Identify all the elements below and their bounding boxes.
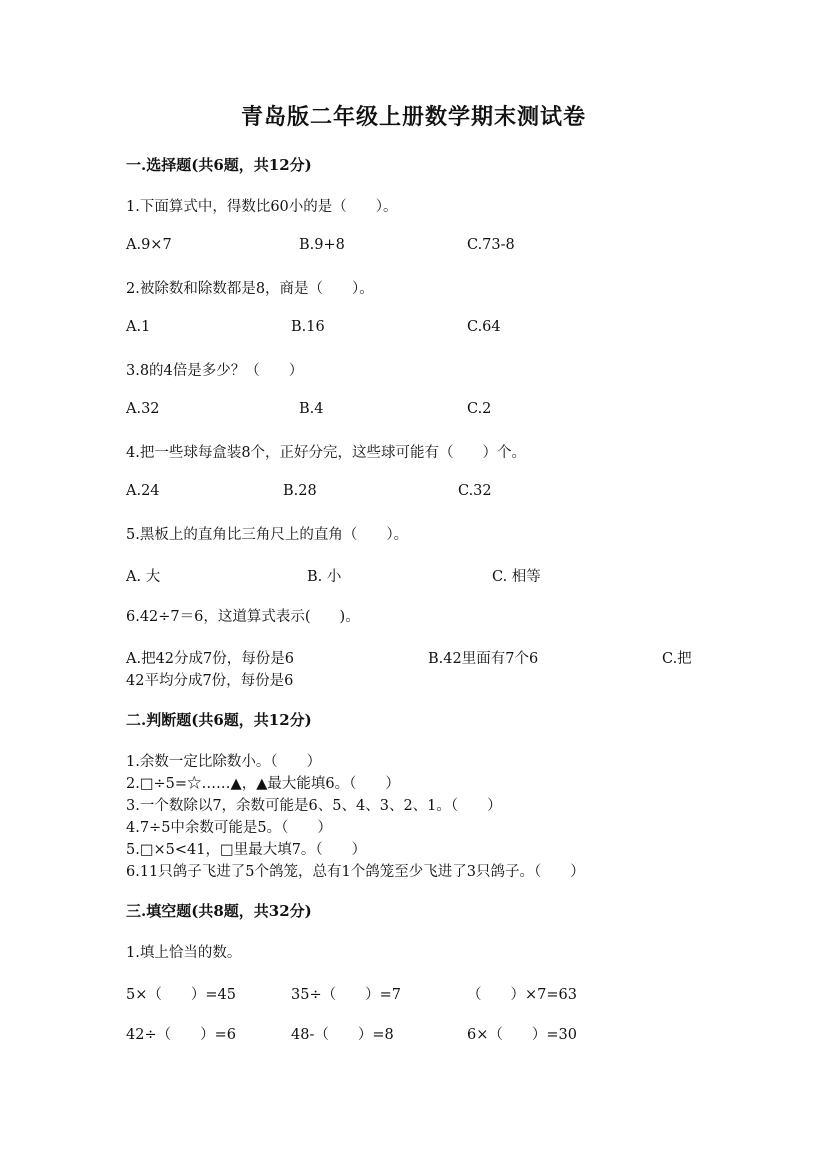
- option-b: B. 小: [307, 569, 342, 585]
- fill-blank: 6×（ ）=30: [467, 1027, 577, 1043]
- judge-item: 5.□×5<41，□里最大填7。（ ）: [126, 842, 367, 858]
- option-a: A.把42分成7份，每份是6: [126, 651, 294, 667]
- option-c: C.把: [662, 651, 692, 667]
- fill-blank: 48-（ ）=8: [291, 1027, 394, 1043]
- option-c: C.64: [467, 319, 501, 335]
- judge-item: 6.11只鸽子飞进了5个鸽笼，总有1个鸽笼至少飞进了3只鸽子。（ ）: [126, 864, 585, 880]
- option-a: A.1: [126, 319, 151, 335]
- question-text: 3.8的4倍是多少？（ ）: [126, 363, 304, 379]
- option-a: A.24: [126, 483, 160, 499]
- fill-blank: 5×（ ）=45: [126, 987, 236, 1003]
- option-b: B.28: [283, 483, 317, 499]
- option-c: C.73-8: [467, 237, 515, 253]
- page-title: 青岛版二年级上册数学期末测试卷: [240, 104, 586, 130]
- question-text: 1.填上恰当的数。: [126, 945, 242, 961]
- judge-item: 4.7÷5中余数可能是5。（ ）: [126, 820, 332, 836]
- option-b: B.16: [291, 319, 325, 335]
- option-c: C.2: [467, 401, 492, 417]
- option-c-continued: 42平均分成7份，每份是6: [126, 673, 294, 689]
- judge-item: 2.□÷5=☆……▲，▲最大能填6。（ ）: [126, 776, 400, 792]
- question-text: 4.把一些球每盒装8个，正好分完，这些球可能有（ ）个。: [126, 445, 527, 461]
- option-b: B.9+8: [299, 237, 345, 253]
- fill-blank: 42÷（ ）=6: [126, 1027, 236, 1043]
- option-a: A. 大: [126, 569, 161, 585]
- option-c: C.32: [458, 483, 492, 499]
- section-header-choice: 一.选择题(共6题，共12分): [126, 156, 312, 174]
- option-b: B.42里面有7个6: [428, 651, 539, 667]
- fill-blank: 35÷（ ）=7: [291, 987, 401, 1003]
- option-b: B.4: [299, 401, 324, 417]
- option-a: A.9×7: [126, 237, 172, 253]
- question-text: 1.下面算式中，得数比60小的是（ ）。: [126, 199, 398, 215]
- fill-blank: （ ）×7=63: [467, 987, 577, 1003]
- question-text: 2.被除数和除数都是8，商是（ ）。: [126, 281, 374, 297]
- judge-item: 1.余数一定比除数小。（ ）: [126, 754, 322, 770]
- question-text: 5.黑板上的直角比三角尺上的直角（ ）。: [126, 527, 409, 543]
- judge-item: 3.一个数除以7，余数可能是6、5、4、3、2、1。（ ）: [126, 798, 502, 814]
- section-header-judge: 二.判断题(共6题，共12分): [126, 711, 312, 729]
- question-text: 6.42÷7＝6，这道算式表示( )。: [126, 609, 360, 625]
- section-header-fill: 三.填空题(共8题，共32分): [126, 902, 312, 920]
- option-a: A.32: [126, 401, 160, 417]
- option-c: C. 相等: [492, 569, 541, 585]
